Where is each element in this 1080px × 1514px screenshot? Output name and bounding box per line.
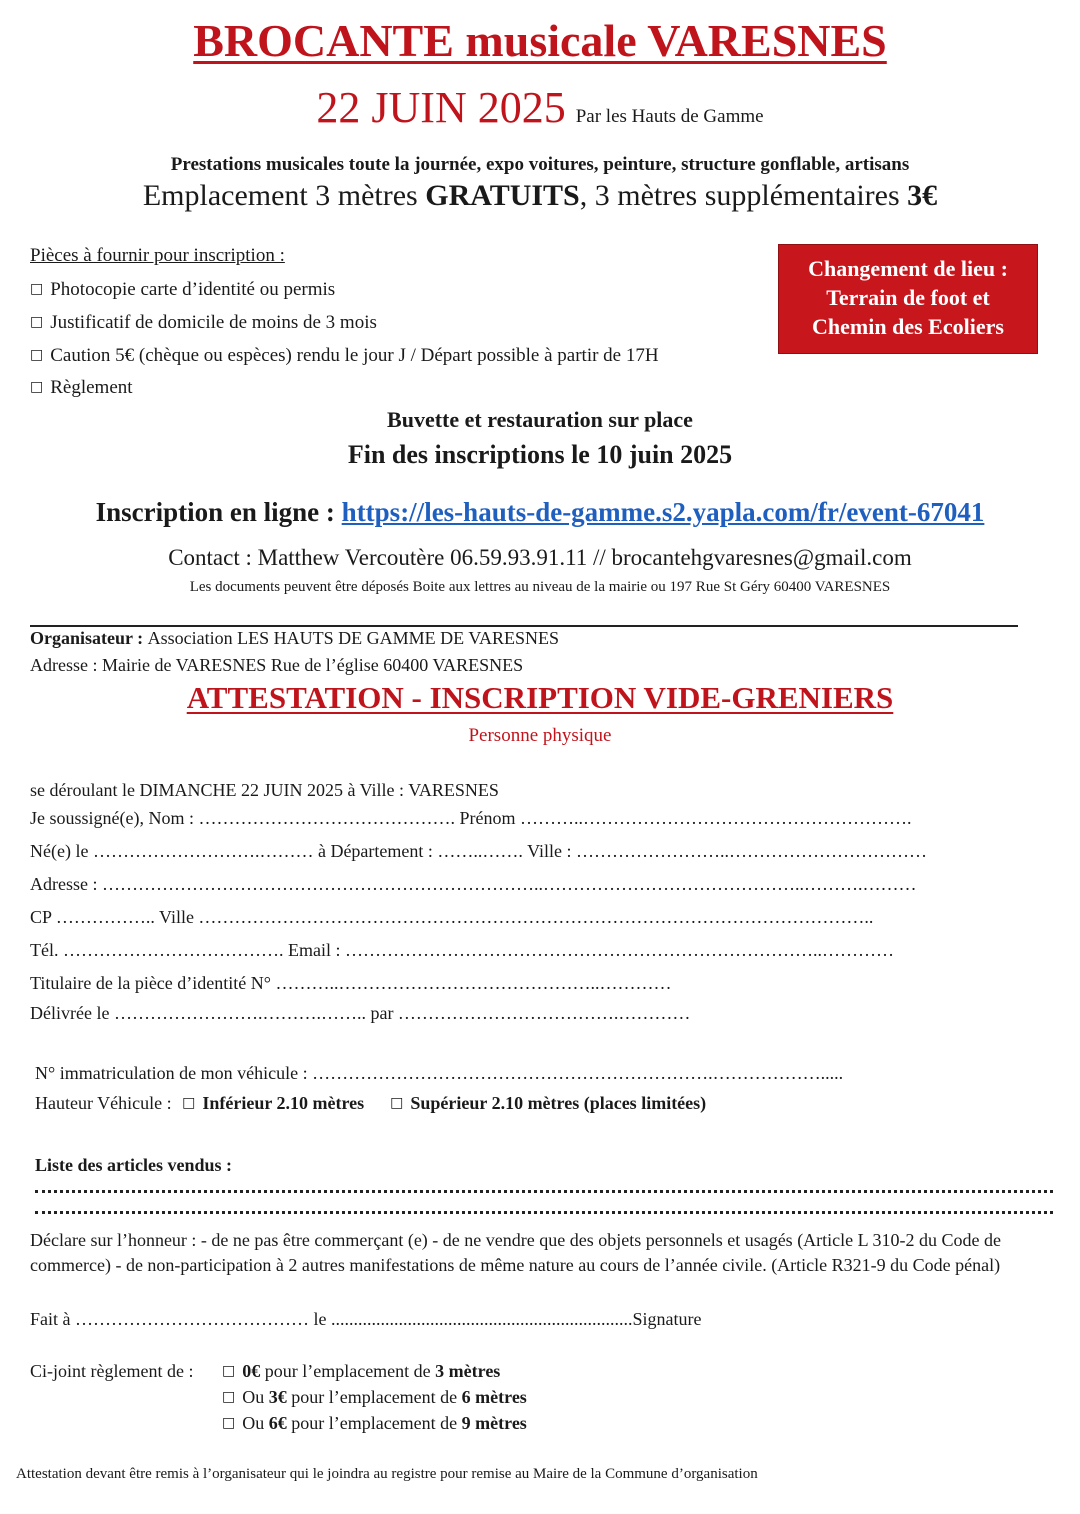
event-location-line: se déroulant le DIMANCHE 22 JUIN 2025 à Ville : VARESNES: [30, 780, 499, 800]
piece-label: Photocopie carte d’identité ou permis: [50, 279, 336, 300]
checkbox[interactable]: □: [30, 347, 44, 363]
payment-label: Ci-joint règlement de :: [30, 1361, 194, 1381]
name-field[interactable]: Je soussigné(e), Nom : ……………………………………. Prénom ………..……………………………………………….: [30, 808, 912, 828]
organizer-label: Organisateur :: [30, 628, 148, 648]
phone-email-field[interactable]: Tél. ………………………………. Email : ……………………………………………………………………..…………: [30, 940, 894, 960]
payment-text: pour l’emplacement de: [286, 1387, 462, 1407]
piece-label: Caution 5€ (chèque ou espèces) rendu le jour J / Départ possible à partir de 17H: [50, 345, 659, 366]
payment-size: 6 mètres: [461, 1387, 527, 1407]
contact-line: Contact : Matthew Vercoutère 06.59.93.91.11 // brocantehgvaresnes@gmail.com: [168, 545, 912, 570]
payment-size: 9 mètres: [461, 1413, 527, 1433]
address-field[interactable]: Adresse : ………………………………………………………………..……………………………………..……….………: [30, 874, 917, 894]
signature-line[interactable]: Fait à ………………………………… le ...................................................................Signature: [30, 1309, 702, 1329]
checkbox[interactable]: □: [30, 314, 44, 330]
event-date-line: [0, 82, 1080, 133]
honor-declaration: Déclare sur l’honneur : - de ne pas être commerçant (e) - de ne vendre que des objets personnels et usagés (Article L 310-2 du Code de commerce) - de non-participation à 2 autres manifestations de même nature au cours de l’année civile. (Article R321-9 du Code pénal): [30, 1230, 1001, 1275]
items-list-line[interactable]: [35, 1211, 1053, 1214]
checkbox[interactable]: □: [182, 1095, 196, 1111]
checkbox[interactable]: □: [222, 1363, 236, 1379]
organizer-name: Association LES HAUTS DE GAMME DE VARESNES: [147, 628, 560, 648]
page-title: BROCANTE musicale VARESNES: [193, 15, 887, 66]
id-number-field[interactable]: Titulaire de la pièce d’identité N° ………..……………………………………..…………: [30, 973, 672, 993]
piece-item: [30, 345, 659, 367]
vehicle-height-line: [35, 1093, 706, 1114]
piece-label: Règlement: [50, 377, 133, 398]
buvette-line: Buvette et restauration sur place: [387, 407, 693, 432]
piece-item: [30, 312, 377, 334]
payment-prefix: Ou: [242, 1413, 269, 1433]
organizer-address: Adresse : Mairie de VARESNES Rue de l’église 60400 VARESNES: [30, 655, 524, 675]
items-list-line[interactable]: [35, 1190, 1053, 1193]
attestation-subtitle: Personne physique: [468, 725, 612, 746]
checkbox[interactable]: □: [222, 1415, 236, 1431]
organizer-credit: Par les Hauts de Gamme: [575, 106, 764, 127]
checkbox[interactable]: □: [390, 1095, 404, 1111]
prestations-line: Prestations musicales toute la journée, expo voitures, peinture, structure gonflable, artisans: [170, 154, 910, 175]
piece-label: Justificatif de domicile de moins de 3 mois: [50, 312, 377, 333]
vehicle-plate-field[interactable]: N° immatriculation de mon véhicule : ………………………………………………………….……………….....: [35, 1063, 844, 1083]
online-registration-label: Inscription en ligne :: [95, 497, 342, 527]
checkbox[interactable]: □: [222, 1389, 236, 1405]
payment-option: [222, 1387, 527, 1408]
footer-note: Attestation devant être remis à l’organisateur qui le joindra au registre pour remise au Maire de la Commune d’organisation: [16, 1466, 758, 1482]
organizer-line: [30, 628, 559, 649]
venue-change-notice: [778, 244, 1038, 354]
documents-note: Les documents peuvent être déposés Boite aux lettres au niveau de la mairie ou 197 Rue St Géry 60400 VARESNES: [189, 579, 891, 595]
venue-change-line: Chemin des Ecoliers: [812, 314, 1004, 339]
venue-change-line: Terrain de foot et: [826, 285, 990, 310]
online-registration: [0, 497, 1080, 528]
payment-option: [222, 1413, 527, 1434]
emplacement-pre: Emplacement 3 mètres: [142, 179, 426, 212]
items-list-title: Liste des articles vendus :: [35, 1155, 232, 1175]
payment-text: pour l’emplacement de: [286, 1413, 462, 1433]
height-option-lower: Inférieur 2.10 mètres: [202, 1093, 365, 1113]
emplacement-line: [0, 179, 1080, 213]
payment-option: [222, 1361, 500, 1382]
checkbox[interactable]: □: [30, 379, 44, 395]
emplacement-free: GRATUITS: [425, 179, 580, 212]
pieces-title: Pièces à fournir pour inscription :: [30, 245, 285, 266]
checkbox[interactable]: □: [30, 281, 44, 297]
payment-prefix: Ou: [242, 1387, 269, 1407]
event-date: 22 JUIN 2025: [316, 83, 566, 132]
payment-price: 6€: [268, 1413, 287, 1433]
id-issued-field[interactable]: Délivrée le …………………….……….…….. par ……………………………….…………: [30, 1003, 691, 1023]
emplacement-price: 3€: [907, 179, 938, 212]
height-option-higher: Supérieur 2.10 mètres (places limitées): [410, 1093, 707, 1113]
piece-item: [30, 279, 335, 301]
vehicle-height-label: Hauteur Véhicule :: [35, 1093, 177, 1113]
emplacement-mid: , 3 mètres supplémentaires: [579, 179, 908, 212]
payment-price: 3€: [268, 1387, 287, 1407]
registration-link[interactable]: https://les-hauts-de-gamme.s2.yapla.com/fr/event-67041: [341, 497, 985, 527]
piece-item: [30, 377, 133, 399]
venue-change-line: Changement de lieu :: [808, 256, 1008, 281]
registration-deadline: Fin des inscriptions le 10 juin 2025: [347, 440, 733, 469]
payment-text: pour l’emplacement de: [260, 1361, 436, 1381]
payment-price: 0€: [242, 1361, 261, 1381]
payment-size: 3 mètres: [435, 1361, 501, 1381]
cp-city-field[interactable]: CP …………….. Ville …………………………………………………………………………………………………..: [30, 907, 874, 927]
section-divider: [30, 625, 1018, 627]
birth-field[interactable]: Né(e) le ……………………….……… à Département : ……..……. Ville : ……………………..……………………………: [30, 841, 927, 861]
attestation-title: ATTESTATION - INSCRIPTION VIDE-GRENIERS: [186, 680, 894, 715]
